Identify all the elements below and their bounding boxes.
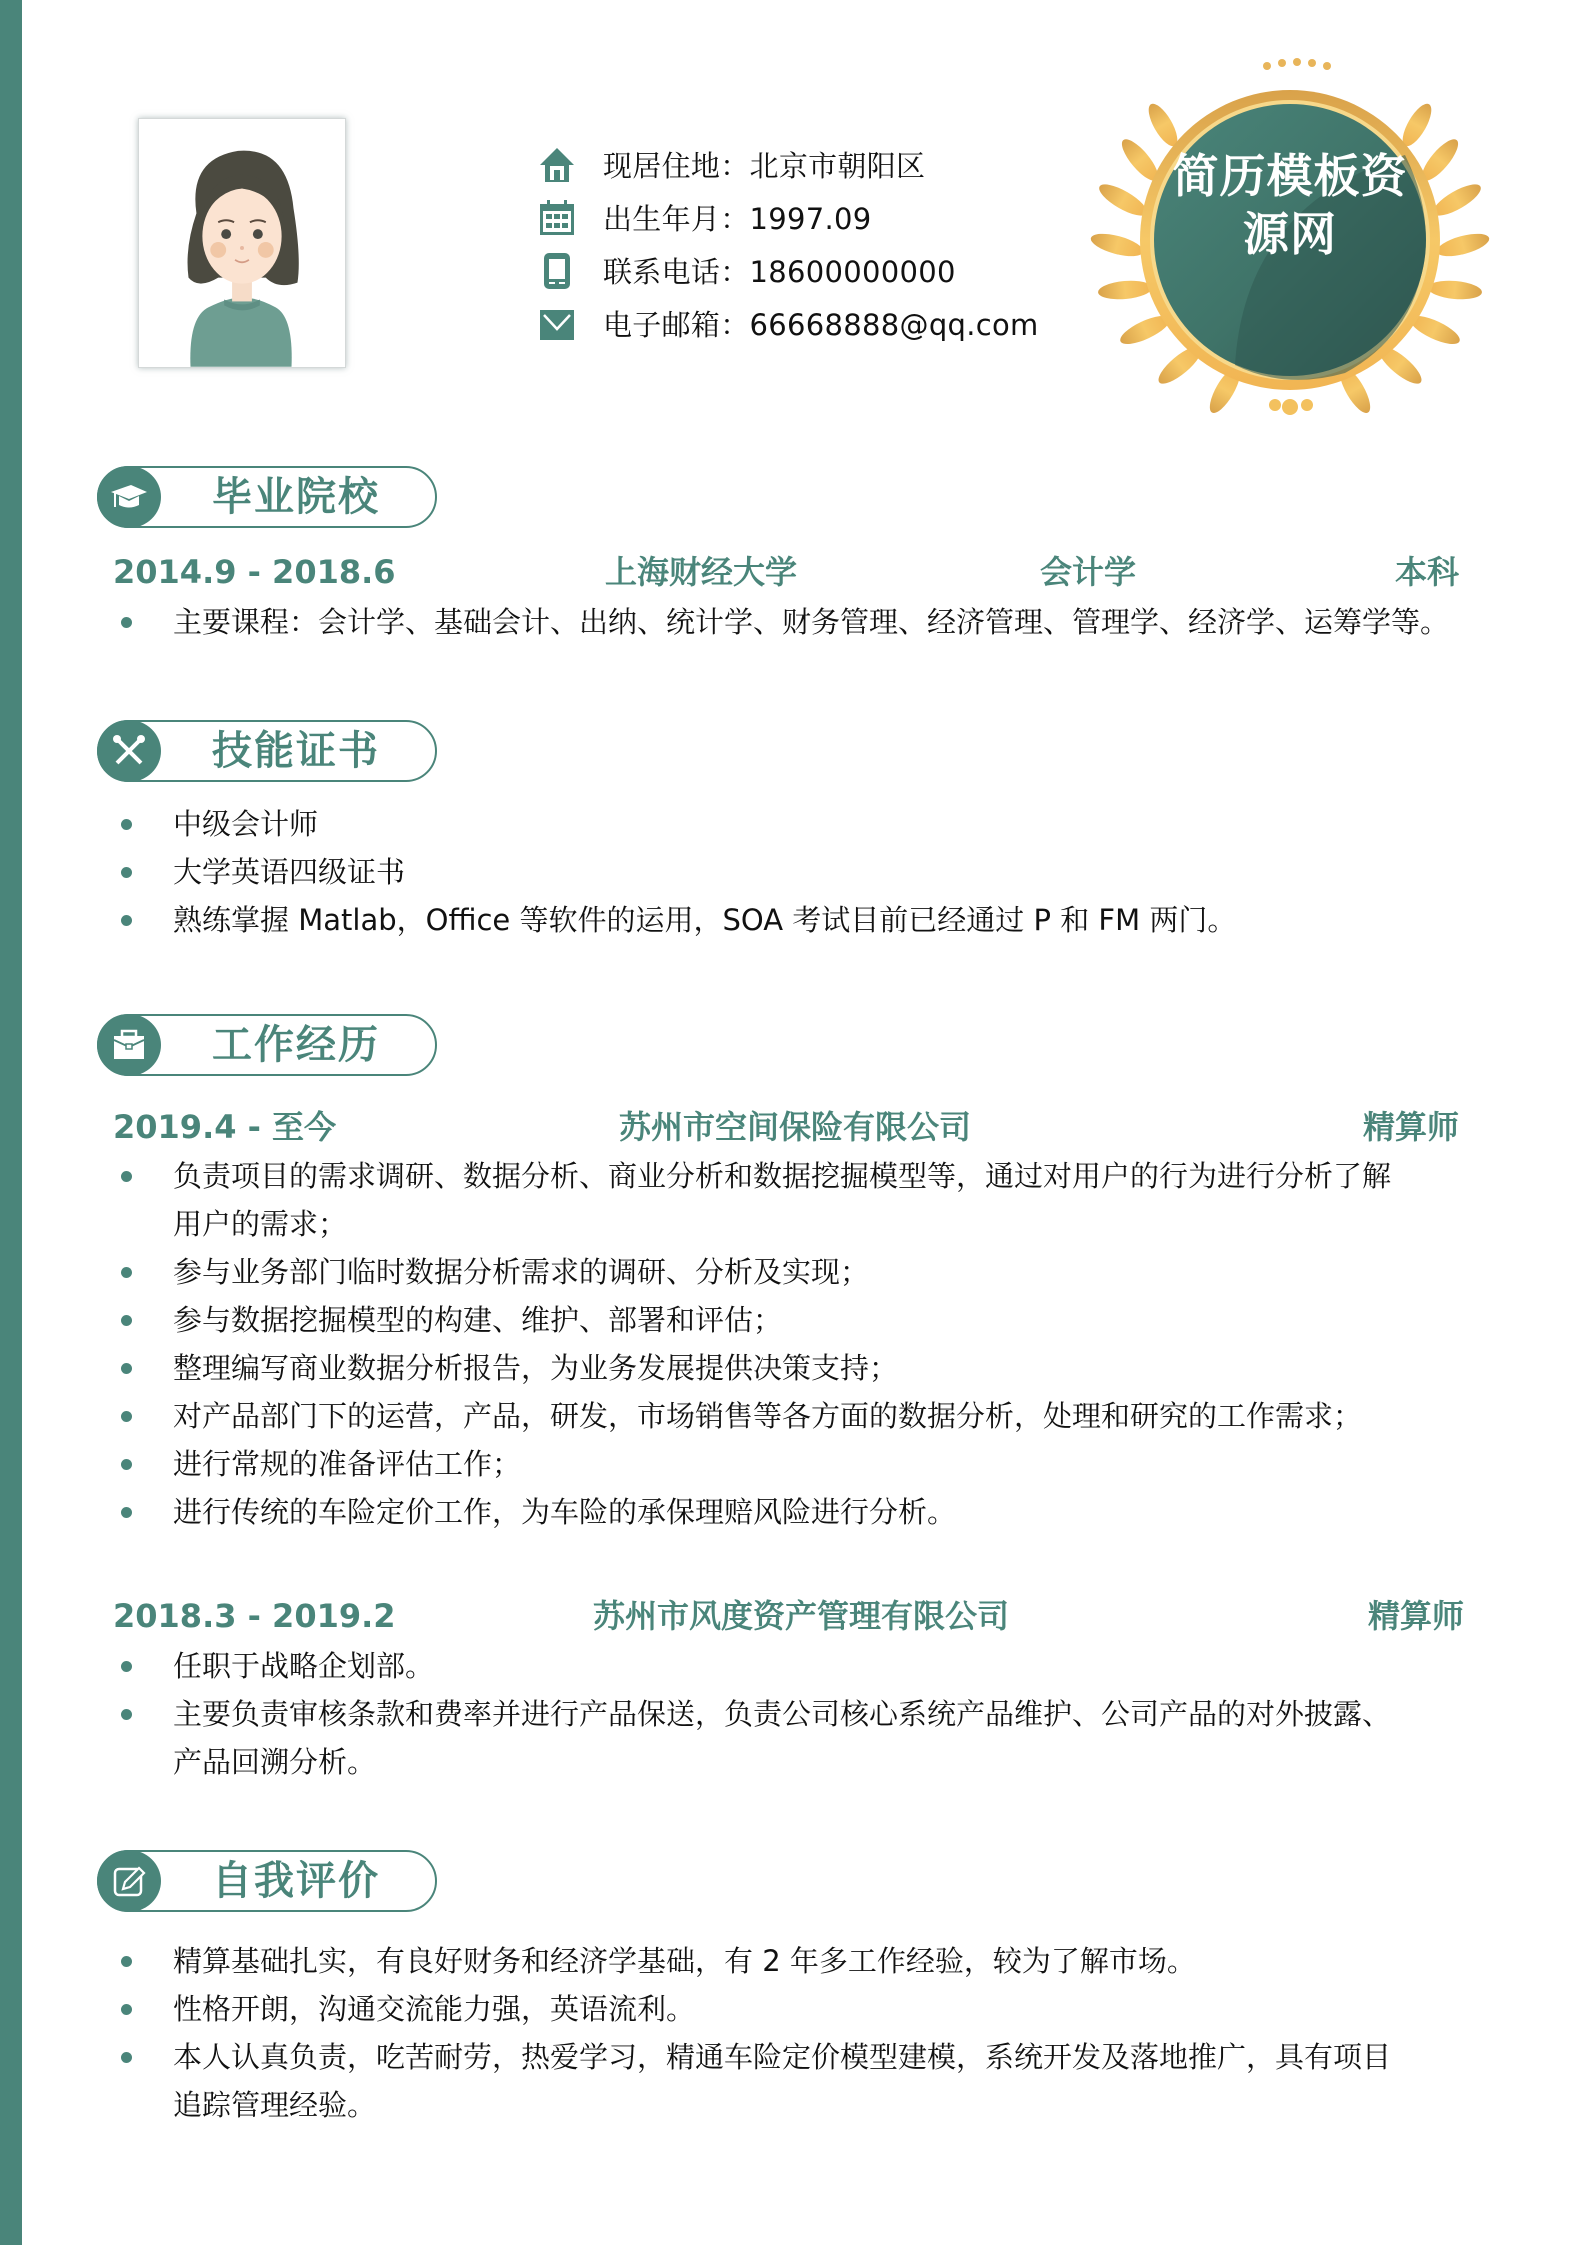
brand-badge (1085, 55, 1495, 415)
list-item: 主要负责审核条款和费率并进行产品保送，负责公司核心系统产品维护、公司产品的对外披露、产品回溯分析。 (113, 1690, 1473, 1786)
education-course-list (113, 598, 1473, 646)
list-item: 负责项目的需求调研、数据分析、商业分析和数据挖掘模型等，通过对用户的行为进行分析了解用户的需求； (113, 1152, 1473, 1248)
list-item: 精算基础扎实，有良好财务和经济学基础，有 2 年多工作经验，较为了解市场。 (113, 1937, 1473, 1985)
job-row (113, 1105, 1473, 1149)
badge-label (1085, 147, 1495, 263)
education-major: 会计学 (1040, 553, 1137, 591)
contact-email (537, 297, 1039, 350)
skills-list (113, 800, 1473, 944)
job-company: 苏州市空间保险有限公司 (619, 1108, 972, 1146)
section-header-education (97, 466, 437, 528)
section-title: 毕业院校 (212, 474, 380, 520)
education-degree: 本科 (1395, 553, 1460, 591)
education-row (113, 550, 1473, 594)
section-title: 工作经历 (212, 1022, 380, 1068)
tools-icon (97, 720, 161, 782)
section-title: 技能证书 (212, 728, 380, 774)
self-evaluation-list (113, 1937, 1473, 2129)
list-item: 熟练掌握 Matlab，Office 等软件的运用，SOA 考试目前已经通过 P 和 FM 两门。 (113, 896, 1473, 944)
education-school: 上海财经大学 (605, 553, 798, 591)
education-period: 2014.9 - 2018.6 (113, 553, 396, 591)
badge-line-1: 简历模板资 (1172, 149, 1408, 203)
birthdate-text: 出生年月：1997.09 (603, 202, 872, 236)
graduation-cap-icon (97, 466, 161, 528)
section-header-work (97, 1014, 437, 1076)
job-period: 2018.3 - 2019.2 (113, 1597, 396, 1635)
list-item: 主要课程：会计学、基础会计、出纳、统计学、财务管理、经济管理、管理学、经济学、运筹学等。 (113, 598, 1473, 646)
list-item: 中级会计师 (113, 800, 1473, 848)
portrait-illustration-icon (139, 119, 345, 367)
calendar-icon (537, 198, 577, 238)
job-period: 2019.4 - 至今 (113, 1108, 337, 1146)
contact-address (537, 138, 1039, 191)
left-accent-strip (0, 0, 22, 2245)
briefcase-icon (97, 1014, 161, 1076)
email-text: 电子邮箱：66668888@qq.com (603, 308, 1039, 342)
job-company: 苏州市风度资产管理有限公司 (593, 1597, 1010, 1635)
section-header-skills (97, 720, 437, 782)
list-item: 任职于战略企划部。 (113, 1642, 1473, 1690)
avatar (138, 118, 346, 368)
job-duties-list (113, 1152, 1473, 1536)
job-duties-list (113, 1642, 1473, 1786)
contact-birthdate (537, 191, 1039, 244)
edit-pencil-icon (97, 1850, 161, 1912)
section-title: 自我评价 (212, 1858, 380, 1904)
badge-line-2: 源网 (1243, 207, 1337, 261)
list-item: 大学英语四级证书 (113, 848, 1473, 896)
list-item: 进行常规的准备评估工作； (113, 1440, 1473, 1488)
job-row (113, 1594, 1473, 1638)
job-role: 精算师 (1368, 1597, 1465, 1635)
phone-text: 联系电话：18600000000 (603, 255, 956, 289)
contact-info (537, 138, 1039, 350)
list-item: 进行传统的车险定价工作，为车险的承保理赔风险进行分析。 (113, 1488, 1473, 1536)
mail-icon (537, 304, 577, 344)
contact-phone (537, 244, 1039, 297)
list-item: 参与数据挖掘模型的构建、维护、部署和评估； (113, 1296, 1473, 1344)
list-item: 参与业务部门临时数据分析需求的调研、分析及实现； (113, 1248, 1473, 1296)
list-item: 本人认真负责，吃苦耐劳，热爱学习，精通车险定价模型建模，系统开发及落地推广，具有项目追踪管理经验。 (113, 2033, 1473, 2129)
phone-icon (537, 251, 577, 291)
address-text: 现居住地：北京市朝阳区 (603, 149, 926, 183)
list-item: 对产品部门下的运营，产品，研发，市场销售等各方面的数据分析，处理和研究的工作需求； (113, 1392, 1473, 1440)
home-icon (537, 145, 577, 185)
list-item: 性格开朗，沟通交流能力强，英语流利。 (113, 1985, 1473, 2033)
job-role: 精算师 (1363, 1108, 1460, 1146)
section-header-self-evaluation (97, 1850, 437, 1912)
list-item: 整理编写商业数据分析报告，为业务发展提供决策支持； (113, 1344, 1473, 1392)
